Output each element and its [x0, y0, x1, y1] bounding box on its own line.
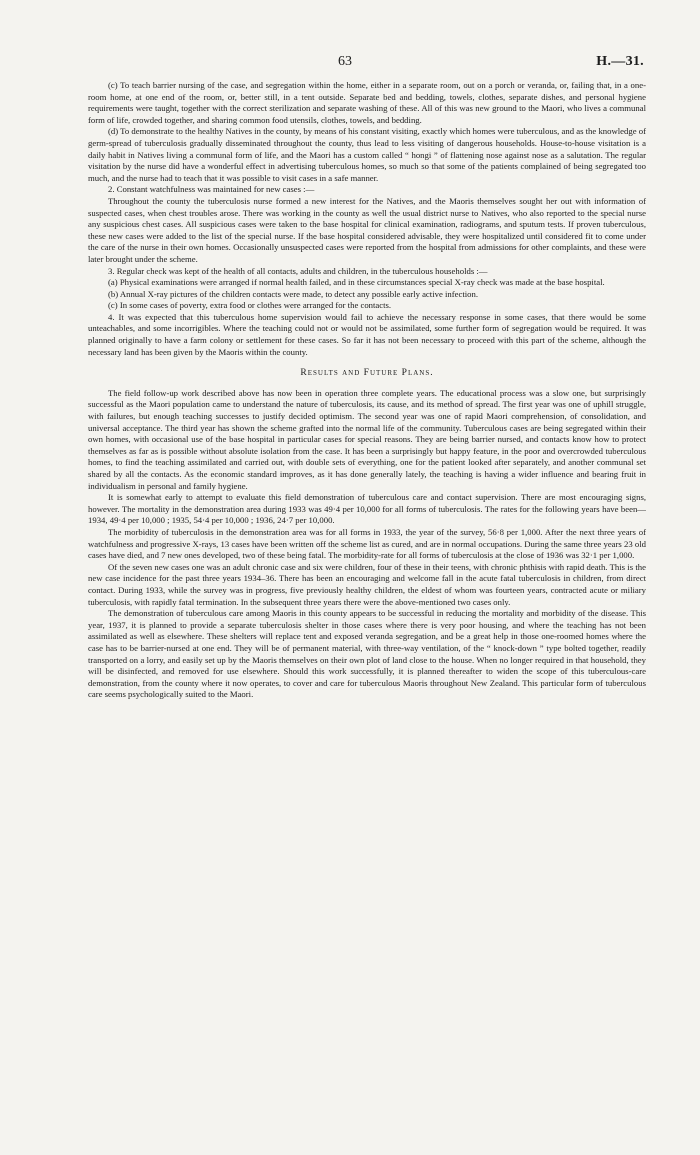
paragraph-c-barrier-nursing: (c) To teach barrier nursing of the case, and segregation within the home, either in a separate room, out on a porch or veranda, or, failing that, in a one-room home, at one end of the room, or, better still, in a tent outside. Separate bed and bedding, towels, clothes, separate dishes, and personal hygiene requirements were taught, together with the correct sterilization and separate washing of these. All of this was new ground to the Maori, who lives a communal form of life, crowded together, and sharing common food utensils, clothes, towels, and bedding.: [88, 80, 646, 125]
paragraph-4-expected: 4. It was expected that this tuberculous home supervision would fail to achieve the necessary response in some cases, that there would be some unteachables, and some incorrigibles. Where the teaching could not or would not be assimilated, some further form of segregation would be required. It was planned originally to have a farm colony or settlement for these cases. So far it has not been necessary to proceed with this part of the scheme, although the necessary land has been given by the Maoris within the county.: [88, 311, 646, 357]
paragraph-demonstration: The demonstration of tuberculous care among Maoris in this county appears to be successful in reducing the mortality and morbidity of the disease. This year, 1937, it is planned to provide a separate tuberculosis shelter in those cases where there is very poor housing, and where the teaching has not been assimilated as well as elsewhere. These shelters will replace tent and exposed veranda segregation, and be a great help in those one-roomed homes where the case has to be barrier-nursed at one end. They will be of permanent material, with three-way ventilation, of the “ knock-down ” type bolted together, readily transported on a lorry, and easily set up by the Maoris themselves on their own plot of land close to the house. When no longer required in that household, they will be disinfected, and removed for use elsewhere. Should this work successfully, it is planned thereafter to widen the scope of this tuberculous-care demonstration, from the county where it now operates, to cover and care for tuberculous Maoris throughout New Zealand. This particular form of tuberculous care seems psychologically suited to the Maori.: [88, 608, 646, 700]
paragraph-morbidity: The morbidity of tuberculosis in the demonstration area was for all forms in 1933, the year of the survey, 56·8 per 1,000. After the next three years of watchfulness and progressive X-rays, 13 cases have been written off the scheme list as cured, and are in normal occupations. During the same three years 23 old cases have died, and 7 new ones developed, two of these being fatal. The morbidity-rate for all forms of tuberculosis at the close of 1936 was 32·1 per 1,000.: [88, 526, 646, 561]
document-reference: H.—31.: [596, 54, 644, 69]
paragraph-d-demonstrate: (d) To demonstrate to the healthy Natives in the county, by means of his constant visiting, exactly which homes were tuberculous, and as the knowledge of germ-spread of tuberculosis gradually disseminated throughout the county, thus lead to less visiting of dangerous households. House-to-house visitation is a daily habit in Natives living a communal form of life, and the Maori has a custom called “ hongi ” of flattening nose against nose as a salutation. The regular visitation by the nurse did have a wonderful effect in advertising tuberculous homes, so much so that some of the patients complained of being segregated too much, and the nurse had to teach that it was possible to visit cases in a safe manner.: [88, 126, 646, 183]
paragraph-b-annual-xray: (b) Annual X-ray pictures of the children contacts were made, to detect any possible early active infection.: [108, 288, 479, 299]
paragraph-a-physical-exams: (a) Physical examinations were arranged if normal health failed, and in these circumstances special X-ray check was made at the base hospital.: [108, 277, 605, 288]
paragraph-field-follow-up: The field follow-up work described above has now been in operation three complete years. The educational process was a slow one, but surprisingly successful as the Maori population came to understand the nature of tuberculosis, its cause, and its method of spread. The first year was one of uphill struggle, with failures, but enough teaching successes to justify decided optimism. The second year was one of rapid Maori comprehension, of consolidation, and universal acceptance. The third year has shown the scheme grafted into the normal life of the community. Tuberculous cases are being segregated within their own homes, with occasional use of the base hospital in particular cases for special reasons. They are being barrier nursed, and contacts know how to protect themselves as far as is possible without absolute isolation from the case. It has been a surprisingly but happy feature, in the poor and overcrowded tuberculous homes, to find the teaching assimilated and carried out, with double sets of everything, one for the patient looked after separately, and another communal set shared by all the contacts. As the economic standard improves, as it has done generally lately, the teaching is having a wider influence and bearing fruit in individualism in personal and family hygiene.: [88, 387, 646, 491]
body-text: [88, 80, 646, 701]
paragraph-new-cases: Of the seven new cases one was an adult chronic case and six were children, four of these in their teens, with chronic phthisis with rapid death. This is the new case incidence for the past three years 1934–36. There has been an encouraging and welcome fall in the acute fatal tuberculosis in children, from direct contact. During 1933, while the survey was in progress, five previously healthy children, the eldest of whom was fourteen years, contracted acute or miliary tuberculosis, with rapidly fatal termination. In the subsequent three years there were the above-mentioned two cases only.: [88, 561, 646, 607]
section-heading-results: Results and Future Plans.: [300, 368, 434, 379]
paragraph-3-regular-check: 3. Regular check was kept of the health of all contacts, adults and children, in the tuberculous households :—: [108, 265, 488, 276]
paragraph-tuberculosis-nurse: Throughout the county the tuberculosis nurse formed a new interest for the Natives, and the Maoris themselves sought her out with information of suspected cases, when chest troubles arose. There was working in the county as well the usual district nurse to Natives, who also reported to the special nurse any suspicious chest cases. All suspicious cases were taken to the base hospital for clinical examination, radiograms, and sputum tests. If proven tuberculous, these new cases were added to the list of the special nurse. If the base hospital considered advisable, they were hospitalized until considered fit to come under the care of the nurse in their own homes. Occasionally unsuspected cases were reported from the hospital from admissions for other complaints, and these were later brought under the scheme.: [88, 195, 646, 264]
page-number: 63: [338, 54, 352, 69]
paragraph-mortality: It is somewhat early to attempt to evaluate this field demonstration of tuberculous care and contact supervision. There are most encouraging signs, however. The mortality in the demonstration area during 1933 was 49·4 per 10,000 for all forms of tuberculosis. The rates for the following years have been—1934, 49·4 per 10,000 ; 1935, 54·4 per 10,000 ; 1936, 24·7 per 10,000.: [88, 492, 646, 526]
paragraph-2-watchfulness: 2. Constant watchfulness was maintained for new cases :—: [108, 184, 315, 195]
paragraph-c-poverty: (c) In some cases of poverty, extra food or clothes were arranged for the contacts.: [108, 300, 392, 311]
